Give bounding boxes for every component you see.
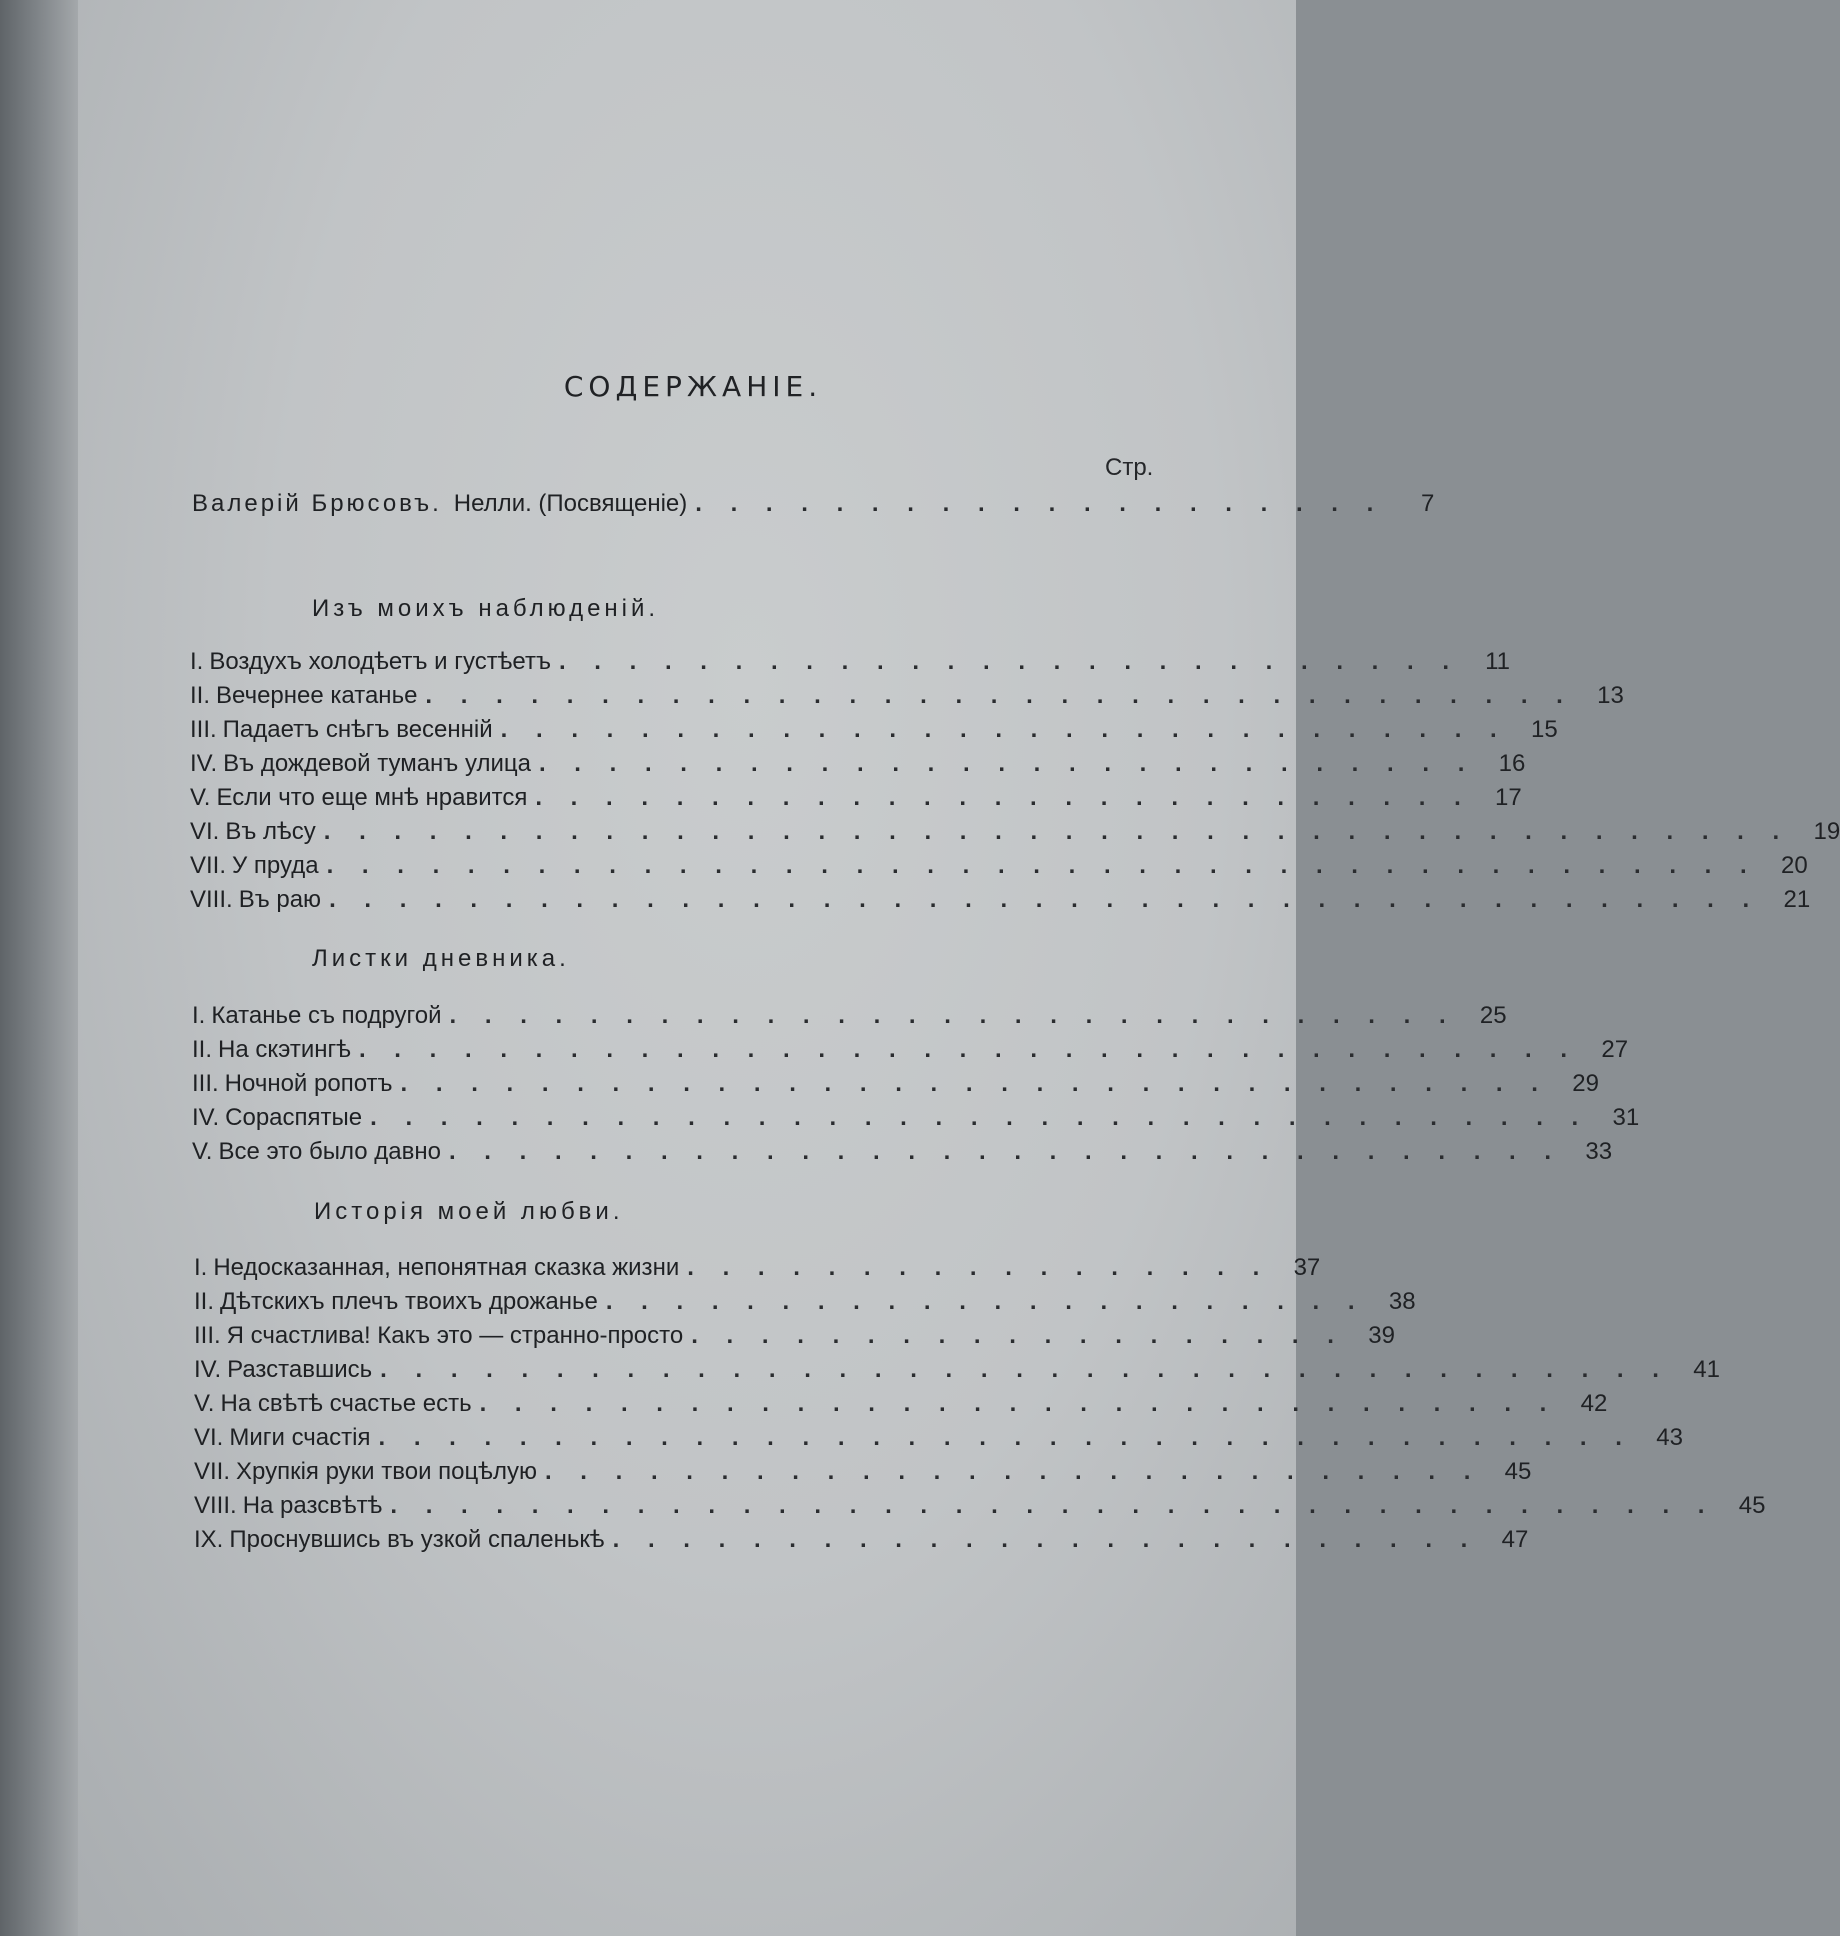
entry-title: Дѣтскихъ плечъ твоихъ дрожанье bbox=[220, 1288, 598, 1315]
toc-entry bbox=[194, 1458, 1532, 1486]
intro-title: Нелли. (Посвященіе) bbox=[453, 490, 688, 517]
entry-number: I. bbox=[194, 1254, 208, 1281]
section-heading: Листки дневника. bbox=[312, 945, 570, 972]
entry-page: 21 bbox=[1783, 886, 1811, 913]
entry-page: 47 bbox=[1501, 1526, 1529, 1553]
dot-leader: . . . . . . . . . . . . . . . . . . . . . . . . . . . bbox=[538, 750, 1476, 777]
dot-leader: . . . . . . . . . . . . . . . . . . . . . . . . . . . . . . . . . . . . . . . . . bbox=[329, 886, 1761, 913]
entry-page: 33 bbox=[1585, 1138, 1613, 1165]
entry-title: Сораспятые bbox=[225, 1104, 363, 1131]
toc-intro-entry bbox=[192, 490, 1435, 518]
entry-number: II. bbox=[190, 682, 211, 709]
entry-page: 45 bbox=[1738, 1492, 1766, 1519]
entry-title: Воздухъ холодѣетъ и густѣетъ bbox=[209, 648, 551, 675]
entry-page: 31 bbox=[1612, 1104, 1640, 1131]
entry-title: Ночной ропотъ bbox=[224, 1070, 393, 1097]
dot-leader: . . . . . . . . . . . . . . . . . . . . . . . . . . . . . . . . . . . . . . bbox=[390, 1492, 1716, 1519]
entry-title: Недосказанная, непонятная сказка жизни bbox=[213, 1254, 680, 1281]
entry-page: 16 bbox=[1498, 750, 1526, 777]
entry-number: I. bbox=[190, 648, 204, 675]
toc-entry bbox=[190, 716, 1558, 744]
entry-page: 38 bbox=[1388, 1288, 1416, 1315]
toc-entry bbox=[194, 1254, 1321, 1282]
entry-title: Въ лѣсу bbox=[225, 818, 316, 845]
entry-page: 29 bbox=[1572, 1070, 1599, 1097]
entry-number: IV. bbox=[190, 750, 218, 777]
book-page bbox=[78, 0, 1296, 1936]
dot-leader: . . . . . . . . . . . . . . . . . . . . . . . . . . . . . . . . . . . . . . . . . . bbox=[323, 818, 1791, 845]
entry-title: У пруда bbox=[232, 852, 319, 879]
entry-title: Проснувшись въ узкой спаленькѣ bbox=[229, 1526, 605, 1553]
toc-entry bbox=[194, 1356, 1720, 1384]
entry-number: V. bbox=[190, 784, 211, 811]
dot-leader: . . . . . . . . . . . . . . . . . . . . . . . . . . . . . bbox=[500, 716, 1508, 743]
dot-leader: . . . . . . . . . . . . . . . . . . . . bbox=[695, 490, 1385, 517]
entry-page: 20 bbox=[1780, 852, 1808, 879]
entry-title: Все это было давно bbox=[218, 1138, 441, 1165]
entry-title: Падаетъ снѣгъ весенній bbox=[222, 716, 493, 743]
entry-title: Хрупкія руки твои поцѣлую bbox=[236, 1458, 537, 1485]
dot-leader: . . . . . . . . . . . . . . . . . . . . . . . . . . . . . . . . . . . bbox=[358, 1036, 1579, 1063]
entry-number: IV. bbox=[194, 1356, 222, 1383]
dot-leader: . . . . . . . . . . . . . . . . . . . . . . . . . . bbox=[558, 648, 1461, 675]
toc-entry bbox=[194, 1492, 1766, 1520]
entry-title: На свѣтѣ счастье есть bbox=[220, 1390, 472, 1417]
dot-leader: . . . . . . . . . . . . . . . . . . . bbox=[691, 1322, 1345, 1349]
page-title: СОДЕРЖАНІЕ. bbox=[563, 370, 823, 403]
entry-title: Катанье съ подругой bbox=[211, 1002, 442, 1029]
entry-number: VI. bbox=[190, 818, 220, 845]
entry-number: VII. bbox=[190, 852, 227, 879]
entry-title: На разсвѣтѣ bbox=[242, 1492, 383, 1519]
toc-entry bbox=[190, 682, 1624, 710]
dot-leader: . . . . . . . . . . . . . . . . . . . . . . . . . . . . . . . . . . . . bbox=[378, 1424, 1633, 1451]
toc-entry bbox=[194, 1390, 1608, 1418]
entry-title: На скэтингѣ bbox=[218, 1036, 351, 1063]
section-heading: Исторія моей любви. bbox=[314, 1198, 624, 1225]
entry-number: IX. bbox=[194, 1526, 224, 1553]
entry-page: 19 bbox=[1813, 818, 1840, 845]
entry-number: VIII. bbox=[194, 1492, 237, 1519]
entry-page: 37 bbox=[1293, 1254, 1321, 1281]
toc-entry bbox=[190, 818, 1840, 846]
dot-leader: . . . . . . . . . . . . . . . . . . . . . . . . . . . . . . . . . . . . . bbox=[380, 1356, 1670, 1383]
intro-page: 7 bbox=[1420, 490, 1435, 517]
dot-leader: . . . . . . . . . . . . . . . . . . . . . . . . . . . . . . . . . . . . . . . . . bbox=[326, 852, 1758, 879]
entry-page: 43 bbox=[1656, 1424, 1683, 1451]
toc-entry bbox=[194, 1288, 1416, 1316]
entry-number: V. bbox=[192, 1138, 213, 1165]
toc-entry bbox=[192, 1138, 1613, 1166]
dot-leader: . . . . . . . . . . . . . . . . . . . . . . . . . . . bbox=[535, 784, 1472, 811]
toc-entry bbox=[194, 1322, 1395, 1350]
entry-page: 15 bbox=[1531, 716, 1558, 743]
entry-title: Разставшись bbox=[227, 1356, 373, 1383]
dot-leader: . . . . . . . . . . . . . . . . . . . . . . . . . bbox=[612, 1526, 1479, 1553]
intro-author: Валерій Брюсовъ. bbox=[192, 490, 442, 517]
dot-leader: . . . . . . . . . . . . . . . . . bbox=[687, 1254, 1271, 1281]
entry-title: Въ раю bbox=[238, 886, 322, 913]
entry-number: III. bbox=[194, 1322, 221, 1349]
entry-number: VIII. bbox=[190, 886, 233, 913]
toc-entry bbox=[192, 1070, 1599, 1098]
entry-title: Вечернее катанье bbox=[216, 682, 418, 709]
entry-page: 11 bbox=[1485, 648, 1511, 675]
entry-page: 39 bbox=[1368, 1322, 1395, 1349]
entry-number: I. bbox=[192, 1002, 206, 1029]
book-gutter bbox=[0, 0, 78, 1936]
entry-number: II. bbox=[194, 1288, 215, 1315]
toc-entry bbox=[190, 784, 1522, 812]
toc-entry bbox=[190, 750, 1526, 778]
toc-entry bbox=[192, 1002, 1507, 1030]
toc-entry bbox=[190, 852, 1808, 880]
page-column-label: Стр. bbox=[1105, 454, 1154, 481]
dot-leader: . . . . . . . . . . . . . . . . . . . . . . . . . . . . . . . . . bbox=[425, 682, 1574, 709]
entry-number: VII. bbox=[194, 1458, 231, 1485]
toc-entry bbox=[190, 886, 1811, 914]
dot-leader: . . . . . . . . . . . . . . . . . . . . . . . . . . . . . bbox=[449, 1002, 1457, 1029]
toc-entry bbox=[194, 1526, 1529, 1554]
toc-entry bbox=[190, 648, 1511, 676]
toc-entry bbox=[192, 1104, 1640, 1132]
dot-leader: . . . . . . . . . . . . . . . . . . . . . . bbox=[605, 1288, 1366, 1315]
toc-entry bbox=[192, 1036, 1629, 1064]
dot-leader: . . . . . . . . . . . . . . . . . . . . . . . . . . . . . . . . . . . bbox=[370, 1104, 1590, 1131]
entry-number: VI. bbox=[194, 1424, 224, 1451]
entry-page: 42 bbox=[1580, 1390, 1608, 1417]
entry-title: Если что еще мнѣ нравится bbox=[216, 784, 528, 811]
entry-page: 27 bbox=[1601, 1036, 1629, 1063]
dot-leader: . . . . . . . . . . . . . . . . . . . . . . . . . . . . . . . . . bbox=[400, 1070, 1549, 1097]
entry-number: IV. bbox=[192, 1104, 220, 1131]
entry-page: 45 bbox=[1504, 1458, 1532, 1485]
entry-number: V. bbox=[194, 1390, 215, 1417]
entry-number: II. bbox=[192, 1036, 213, 1063]
section-heading: Изъ моихъ наблюденій. bbox=[312, 595, 660, 622]
dot-leader: . . . . . . . . . . . . . . . . . . . . . . . . . . . . . . . . bbox=[448, 1138, 1563, 1165]
dot-leader: . . . . . . . . . . . . . . . . . . . . . . . . . . . bbox=[544, 1458, 1482, 1485]
toc-entry bbox=[194, 1424, 1683, 1452]
entry-title: Я счастлива! Какъ это — странно-просто bbox=[226, 1322, 684, 1349]
entry-number: III. bbox=[190, 716, 217, 743]
entry-page: 17 bbox=[1495, 784, 1522, 811]
entry-page: 25 bbox=[1479, 1002, 1507, 1029]
entry-title: Миги счастія bbox=[229, 1424, 371, 1451]
entry-title: Въ дождевой туманъ улица bbox=[223, 750, 531, 777]
entry-page: 41 bbox=[1693, 1356, 1720, 1383]
entry-page: 13 bbox=[1597, 682, 1624, 709]
dot-leader: . . . . . . . . . . . . . . . . . . . . . . . . . . . . . . . bbox=[479, 1390, 1558, 1417]
entry-number: III. bbox=[192, 1070, 219, 1097]
